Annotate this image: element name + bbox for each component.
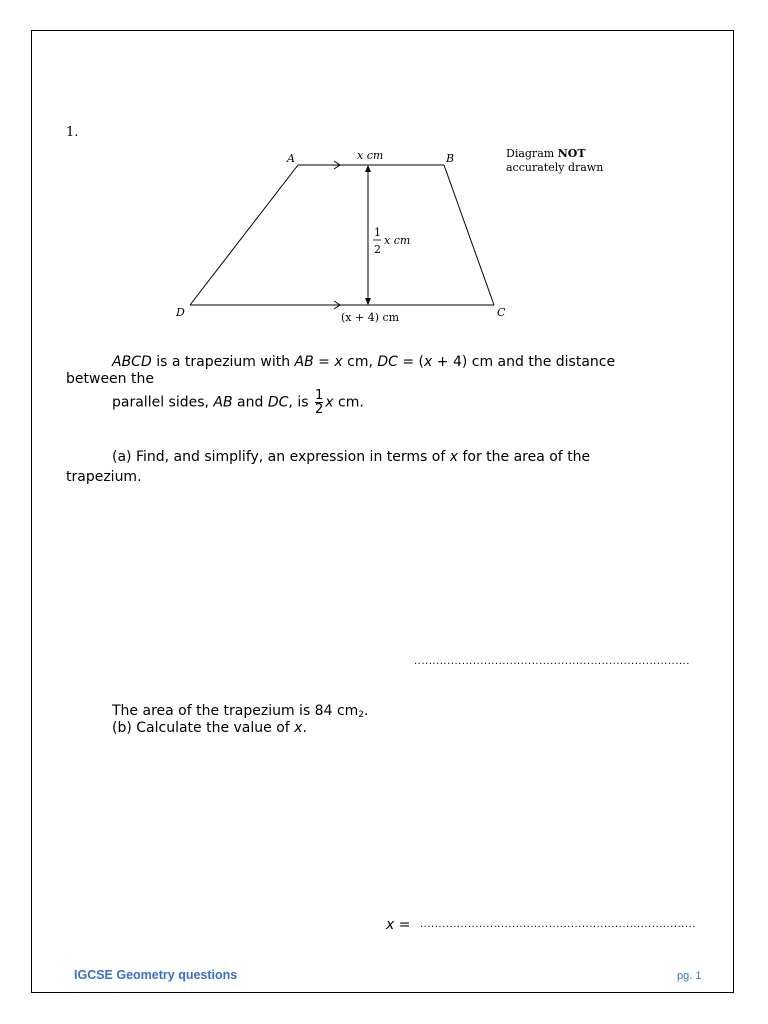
bottom-side-label: (x + 4) cm xyxy=(341,311,400,324)
intro-line-2: between the xyxy=(66,371,154,387)
side-bc xyxy=(444,165,494,305)
part-a-line-1: (a) Find, and simplify, an expression in terms of x for the area of the xyxy=(112,449,591,465)
top-side-label: x cm xyxy=(357,149,384,162)
area-statement: The area of the trapezium is 84 $cm_2$. xyxy=(112,703,369,720)
intro-line-3: parallel sides, AB and DC, is $\frac{1}{2}$ x cm. xyxy=(112,388,364,417)
question-number: 1. xyxy=(66,125,79,140)
vertex-b-label: B xyxy=(446,152,455,165)
vertex-a-label: A xyxy=(287,152,295,165)
half-fraction: $\frac{1}{2}$ xyxy=(314,388,324,417)
height-arrow-up xyxy=(365,165,371,172)
height-arrow-down xyxy=(365,298,371,305)
vertex-c-label: C xyxy=(497,306,506,319)
height-frac-den: 2 xyxy=(374,243,381,256)
footer-page-number: pg. 1 xyxy=(677,970,702,982)
part-a-line-2: trapezium. xyxy=(66,469,142,485)
side-ad xyxy=(190,165,298,305)
footer-title: IGCSE Geometry questions xyxy=(74,968,238,982)
intro-line-1: ABCD is a trapezium with AB = x cm, DC = (x + 4) cm and the distance xyxy=(112,354,616,370)
diagram-note-line2: accurately drawn xyxy=(506,161,604,174)
diagram-note-line1: Diagram NOT xyxy=(506,147,586,160)
part-b-line: (b) Calculate the value of x. xyxy=(112,720,307,736)
vertex-d-label: D xyxy=(176,306,185,319)
answer-b-label: x = xyxy=(386,917,411,933)
answer-line-a[interactable]: ........................................................................... xyxy=(414,656,690,667)
trapezium-diagram xyxy=(0,0,768,400)
height-unit-label: x cm xyxy=(384,234,411,247)
answer-line-b[interactable]: ........................................................................... xyxy=(420,919,696,930)
height-frac-num: 1 xyxy=(374,226,381,239)
